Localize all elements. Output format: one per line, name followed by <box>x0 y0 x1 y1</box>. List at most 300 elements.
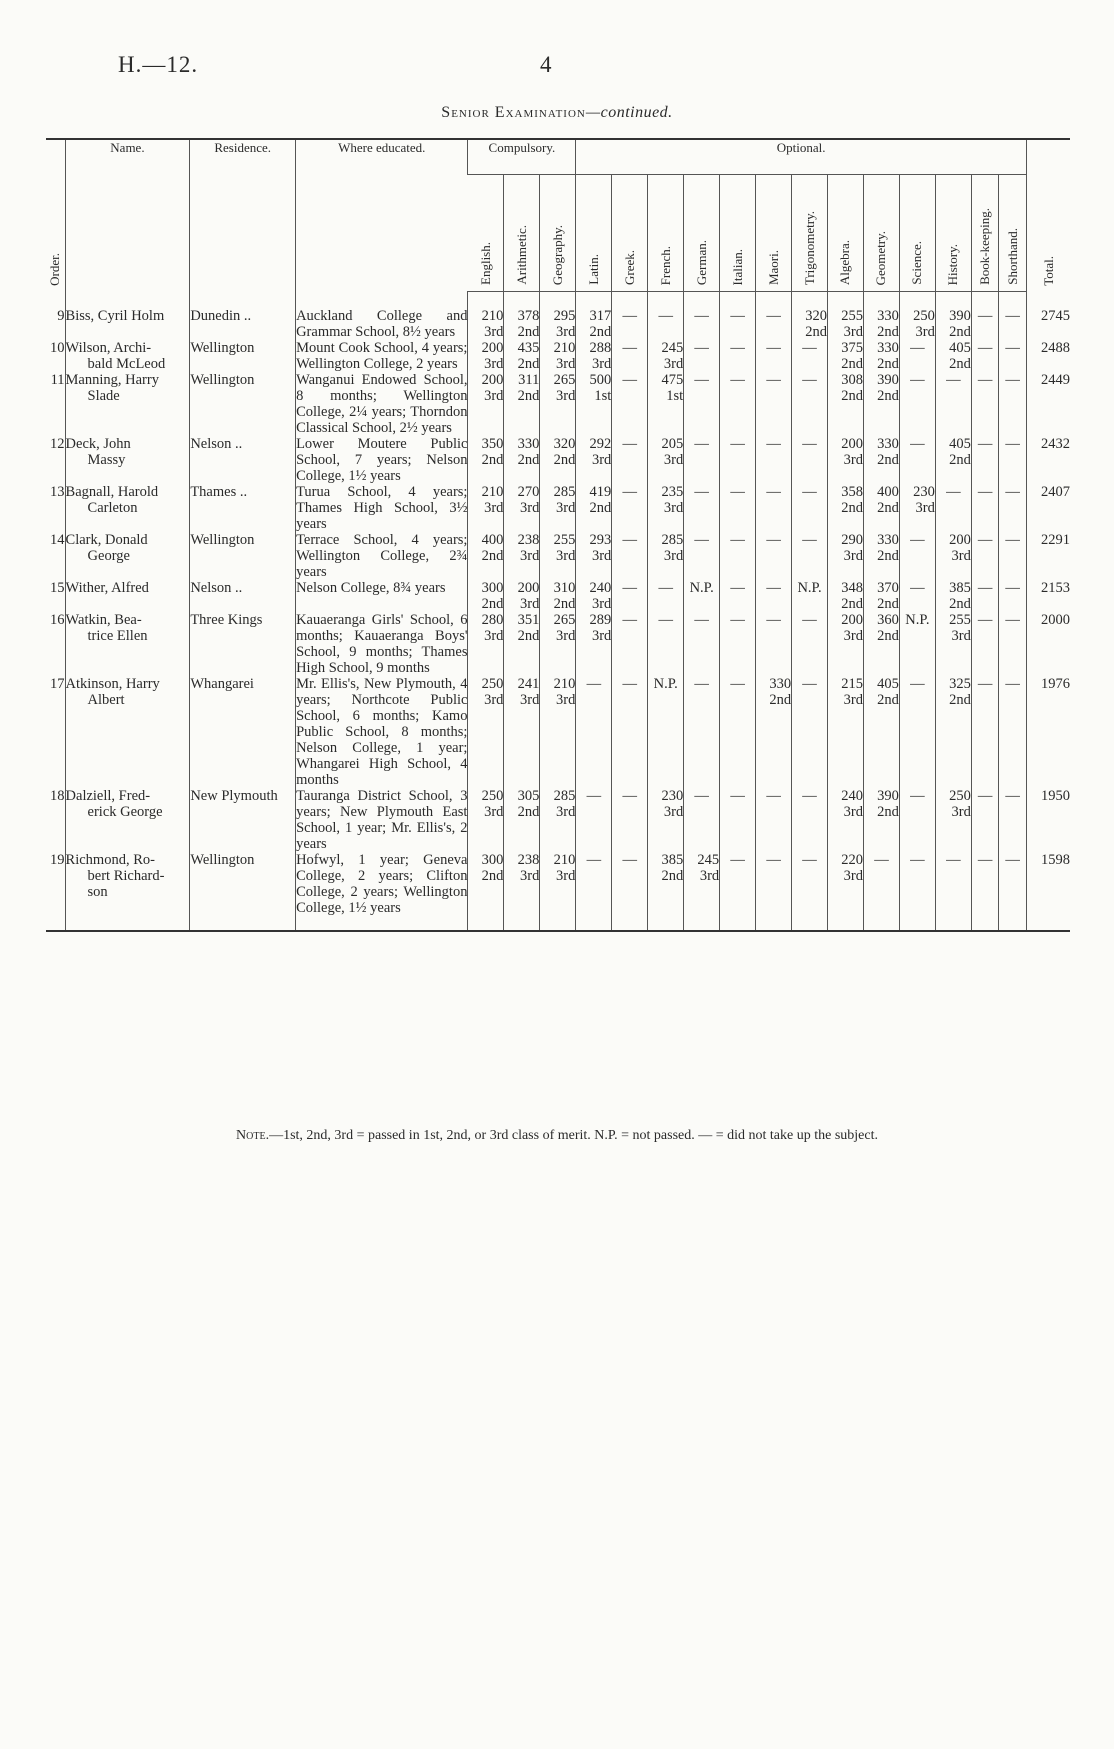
name-cell <box>65 292 190 341</box>
spacer-cell <box>296 916 468 931</box>
mark-value: 290 <box>841 532 863 548</box>
mark-cell-trigonometry: — <box>792 612 828 676</box>
mark-class: 2nd <box>481 868 504 884</box>
mark-cell-science <box>899 484 935 532</box>
mark-class: 2nd <box>877 388 899 404</box>
mark-cell-history <box>935 340 971 372</box>
mark-cell-geometry: — <box>863 852 899 916</box>
mark-value: 280 <box>481 612 504 628</box>
total-cell: 2432 <box>1027 436 1071 484</box>
mark-class: 3rd <box>484 356 504 372</box>
total-cell: 2488 <box>1027 340 1071 372</box>
mark-cell-trigonometry: — <box>792 788 828 852</box>
mark-cell-algebra <box>828 292 864 341</box>
mark-class: 3rd <box>663 500 684 516</box>
total-cell: 1976 <box>1027 676 1071 788</box>
mark-cell-shorthand: — <box>999 532 1027 580</box>
mark-value: 330 <box>877 532 899 548</box>
mark-value: 250 <box>481 788 504 804</box>
col-header-order: Order. <box>47 252 63 286</box>
mark-cell-french: — <box>648 612 684 676</box>
mark-class: 3rd <box>951 628 971 644</box>
mark-cell-algebra <box>828 580 864 612</box>
mark-cell-bookkeeping: — <box>971 580 998 612</box>
mark-class: 2nd <box>841 356 863 372</box>
mark-value: 285 <box>553 484 576 500</box>
name-cell <box>65 436 190 484</box>
mark-cell-latin <box>576 436 612 484</box>
mark-cell-geometry <box>863 676 899 788</box>
mark-value: 390 <box>877 372 899 388</box>
spacer-cell <box>190 916 296 931</box>
mark-cell-greek: — <box>612 436 648 484</box>
mark-cell-trigonometry: — <box>792 852 828 916</box>
mark-value: 200 <box>481 372 504 388</box>
mark-value: 238 <box>517 532 540 548</box>
mark-class: 3rd <box>843 804 863 820</box>
col-header-german: German. <box>684 175 720 292</box>
mark-value: 285 <box>553 788 576 804</box>
mark-class: 3rd <box>556 500 576 516</box>
mark-cell-french <box>648 788 684 852</box>
mark-value: 330 <box>877 436 899 452</box>
mark-cell-greek: — <box>612 532 648 580</box>
col-header-english: English. <box>468 175 504 292</box>
mark-cell-algebra <box>828 788 864 852</box>
mark-value: 205 <box>661 436 684 452</box>
spacer-cell <box>999 916 1027 931</box>
order-cell: 13 <box>50 484 65 500</box>
name-line: Clark, Donald <box>65 532 148 548</box>
mark-value: 370 <box>877 580 899 596</box>
mark-cell-geometry <box>863 484 899 532</box>
mark-value: 250 <box>913 308 935 324</box>
where-educated-cell: Turua School, 4 years; Thames High School, 3½ years <box>296 484 468 532</box>
name-line: son <box>87 884 108 900</box>
mark-value: 200 <box>949 532 971 548</box>
mark-cell-shorthand: — <box>999 580 1027 612</box>
name-line: Biss, Cyril Holm <box>65 307 165 324</box>
name-line: Slade <box>87 388 120 404</box>
mark-cell-italian: — <box>720 580 756 612</box>
mark-class: 2nd <box>517 452 540 468</box>
mark-cell-geometry <box>863 532 899 580</box>
mark-class: 2nd <box>589 324 612 340</box>
mark-cell-geometry <box>863 788 899 852</box>
spacer-cell <box>792 916 828 931</box>
name-line: Massy <box>87 452 126 468</box>
mark-cell-bookkeeping: — <box>971 676 998 788</box>
table-row <box>46 292 1070 341</box>
order-cell: 15 <box>50 580 65 596</box>
mark-class: 2nd <box>589 500 612 516</box>
spacer-cell <box>828 916 864 931</box>
mark-class: 3rd <box>843 868 863 884</box>
mark-cell-bookkeeping: — <box>971 372 998 436</box>
mark-cell-arithmetic <box>504 372 540 436</box>
table-row <box>46 372 1070 436</box>
mark-cell-greek: — <box>612 484 648 532</box>
where-educated-cell: Wanganui Endowed School, 8 months; Wellington College, 2¼ years; Thorndon Classical School, 2½ years <box>296 372 468 436</box>
mark-class: 1st <box>666 388 684 404</box>
name-line: Watkin, Bea- <box>65 612 142 628</box>
mark-cell-arithmetic <box>504 852 540 916</box>
mark-value: 320 <box>805 308 828 324</box>
residence-cell: Thames .. <box>190 484 296 532</box>
where-educated-cell: Nelson College, 8¾ years <box>296 580 468 612</box>
mark-cell-algebra <box>828 372 864 436</box>
mark-class: 2nd <box>769 692 792 708</box>
total-cell: 2745 <box>1027 292 1071 341</box>
mark-class: 2nd <box>877 548 899 564</box>
mark-class: 3rd <box>556 692 576 708</box>
mark-cell-science <box>899 292 935 341</box>
name-line: Bagnall, Harold <box>65 484 159 500</box>
spacer-cell <box>899 916 935 931</box>
mark-cell-trigonometry: N.P. <box>792 580 828 612</box>
mark-value: 311 <box>518 372 540 388</box>
mark-cell-german: — <box>684 612 720 676</box>
mark-class: 3rd <box>556 804 576 820</box>
mark-value: 200 <box>517 580 540 596</box>
mark-cell-science: — <box>899 532 935 580</box>
mark-class: 3rd <box>484 500 504 516</box>
order-cell: 17 <box>50 676 65 692</box>
mark-cell-geography <box>540 292 576 341</box>
mark-value: 241 <box>517 676 540 692</box>
mark-class: 3rd <box>843 548 863 564</box>
spacer-cell <box>684 916 720 931</box>
report-code: H.—12. <box>118 52 199 77</box>
spacer-cell <box>1027 916 1071 931</box>
mark-value: 320 <box>553 436 576 452</box>
residence-cell: Nelson .. <box>190 436 296 484</box>
mark-cell-algebra <box>828 532 864 580</box>
mark-value: 293 <box>589 532 612 548</box>
name-line: George <box>87 548 130 564</box>
mark-class: 3rd <box>484 388 504 404</box>
mark-cell-english <box>468 580 504 612</box>
mark-cell-algebra <box>828 340 864 372</box>
table-row <box>46 580 1070 612</box>
mark-value: 390 <box>949 308 971 324</box>
spacer-cell <box>971 916 998 931</box>
mark-class: 3rd <box>663 452 684 468</box>
mark-class: 3rd <box>591 356 612 372</box>
mark-cell-german: — <box>684 340 720 372</box>
mark-cell-german: — <box>684 532 720 580</box>
mark-value: 400 <box>877 484 899 500</box>
mark-cell-geometry <box>863 372 899 436</box>
mark-cell-greek: — <box>612 676 648 788</box>
mark-class: 2nd <box>877 596 899 612</box>
spacer-cell <box>468 916 504 931</box>
mark-class: 3rd <box>556 628 576 644</box>
spacer-cell <box>935 916 971 931</box>
mark-class: 3rd <box>556 868 576 884</box>
spacer-cell <box>720 916 756 931</box>
mark-cell-shorthand: — <box>999 340 1027 372</box>
col-header-residence: Residence. <box>190 139 296 292</box>
mark-cell-trigonometry: — <box>792 484 828 532</box>
mark-cell-shorthand: — <box>999 436 1027 484</box>
mark-class: 2nd <box>949 356 971 372</box>
mark-value: 210 <box>553 340 576 356</box>
order-cell: 9 <box>57 307 65 324</box>
name-line: erick George <box>87 804 163 820</box>
mark-cell-trigonometry: — <box>792 436 828 484</box>
total-cell: 2000 <box>1027 612 1071 676</box>
mark-cell-french <box>648 372 684 436</box>
mark-value: 330 <box>769 676 792 692</box>
where-educated-cell: Lower Moutere Public School, 7 years; Nelson College, 1½ years <box>296 436 468 484</box>
mark-cell-bookkeeping: — <box>971 292 998 341</box>
footnote-text: —1st, 2nd, 3rd = passed in 1st, 2nd, or 3rd class of merit. N.P. = not passed. — = did not take up the subject. <box>269 1128 878 1143</box>
mark-cell-latin <box>576 484 612 532</box>
mark-cell-geography <box>540 340 576 372</box>
mark-value: 378 <box>517 308 540 324</box>
mark-cell-maori: — <box>756 372 792 436</box>
mark-value: 308 <box>841 372 863 388</box>
mark-cell-history <box>935 788 971 852</box>
mark-cell-french: — <box>648 292 684 341</box>
mark-class: 3rd <box>663 548 684 564</box>
mark-class: 3rd <box>484 804 504 820</box>
mark-class: 2nd <box>841 388 863 404</box>
mark-cell-maori: — <box>756 484 792 532</box>
mark-value: 305 <box>517 788 540 804</box>
mark-value: 375 <box>841 340 863 356</box>
mark-cell-maori: — <box>756 292 792 341</box>
mark-cell-shorthand: — <box>999 372 1027 436</box>
total-cell: 2153 <box>1027 580 1071 612</box>
mark-class: 2nd <box>517 804 540 820</box>
order-cell: 10 <box>50 340 65 356</box>
mark-cell-arithmetic <box>504 788 540 852</box>
mark-class: 2nd <box>877 452 899 468</box>
col-header-trigonometry: Trigonometry. <box>792 175 828 292</box>
mark-class: 3rd <box>843 692 863 708</box>
where-educated-cell: Mount Cook School, 4 years; Wellington College, 2 years <box>296 340 468 372</box>
mark-class: 3rd <box>699 868 720 884</box>
order-cell: 16 <box>50 612 65 628</box>
mark-class: 3rd <box>915 324 935 340</box>
mark-class: 2nd <box>841 500 863 516</box>
mark-cell-german: — <box>684 484 720 532</box>
name-line: Atkinson, Harry <box>65 676 160 692</box>
mark-class: 3rd <box>663 356 684 372</box>
mark-value: 255 <box>949 612 971 628</box>
mark-cell-science: — <box>899 340 935 372</box>
mark-cell-algebra <box>828 436 864 484</box>
mark-cell-english <box>468 372 504 436</box>
mark-cell-shorthand: — <box>999 788 1027 852</box>
mark-cell-arithmetic <box>504 612 540 676</box>
mark-cell-german: — <box>684 676 720 788</box>
mark-value: 210 <box>553 852 576 868</box>
mark-value: 235 <box>661 484 684 500</box>
mark-value: 200 <box>841 612 863 628</box>
residence-cell: New Plymouth <box>190 788 296 852</box>
name-line: trice Ellen <box>87 628 148 644</box>
mark-cell-latin: — <box>576 788 612 852</box>
residence-cell: Whangarei <box>190 676 296 788</box>
mark-cell-latin <box>576 580 612 612</box>
mark-value: 292 <box>589 436 612 452</box>
total-cell: 2449 <box>1027 372 1071 436</box>
mark-cell-geography <box>540 532 576 580</box>
name-cell <box>65 372 190 436</box>
name-cell <box>65 484 190 532</box>
group-header-optional: Optional. <box>576 139 1027 175</box>
spacer-cell <box>612 916 648 931</box>
mark-cell-arithmetic <box>504 676 540 788</box>
residence-cell: Wellington <box>190 372 296 436</box>
mark-cell-shorthand: — <box>999 852 1027 916</box>
spacer-row <box>46 916 1070 931</box>
mark-cell-geometry <box>863 436 899 484</box>
mark-class: 3rd <box>520 548 540 564</box>
mark-cell-science: — <box>899 436 935 484</box>
mark-cell-french <box>648 340 684 372</box>
where-educated-cell: Tauranga District School, 3 years; New Plymouth East School, 1 year; Mr. Ellis's, 2 years <box>296 788 468 852</box>
mark-cell-italian: — <box>720 532 756 580</box>
mark-cell-science: — <box>899 580 935 612</box>
mark-cell-german: — <box>684 372 720 436</box>
mark-cell-maori <box>756 676 792 788</box>
mark-cell-algebra <box>828 852 864 916</box>
mark-cell-trigonometry: — <box>792 372 828 436</box>
mark-cell-greek: — <box>612 372 648 436</box>
spacer-cell <box>504 916 540 931</box>
mark-value: 405 <box>949 340 971 356</box>
col-header-greek: Greek. <box>612 175 648 292</box>
mark-value: 500 <box>589 372 612 388</box>
mark-cell-maori: — <box>756 788 792 852</box>
mark-value: 348 <box>841 580 863 596</box>
mark-value: 300 <box>481 852 504 868</box>
mark-cell-history <box>935 532 971 580</box>
mark-class: 3rd <box>591 548 612 564</box>
mark-class: 2nd <box>877 628 899 644</box>
mark-cell-latin <box>576 340 612 372</box>
col-header-algebra: Algebra. <box>828 175 864 292</box>
mark-class: 3rd <box>915 500 935 516</box>
mark-value: 200 <box>841 436 863 452</box>
mark-value: 435 <box>517 340 540 356</box>
mark-cell-geography <box>540 436 576 484</box>
mark-value: 215 <box>841 676 863 692</box>
mark-class: 3rd <box>484 692 504 708</box>
mark-cell-arithmetic <box>504 292 540 341</box>
mark-value: 265 <box>553 612 576 628</box>
residence-cell: Nelson .. <box>190 580 296 612</box>
results-table <box>46 138 1070 932</box>
col-header-bookkeeping: Book-keeping. <box>971 175 998 292</box>
mark-cell-geometry <box>863 292 899 341</box>
mark-cell-science: — <box>899 852 935 916</box>
mark-cell-history: — <box>935 852 971 916</box>
name-cell <box>65 852 190 916</box>
mark-class: 2nd <box>481 452 504 468</box>
name-cell <box>65 612 190 676</box>
col-header-arithmetic: Arithmetic. <box>504 175 540 292</box>
name-line: bald McLeod <box>87 356 166 372</box>
order-cell: 12 <box>50 436 65 452</box>
mark-value: 300 <box>481 580 504 596</box>
mark-value: 265 <box>553 372 576 388</box>
order-cell: 11 <box>50 372 65 388</box>
mark-class: 3rd <box>663 804 684 820</box>
mark-class: 3rd <box>951 548 971 564</box>
mark-cell-maori: — <box>756 436 792 484</box>
mark-cell-german <box>684 852 720 916</box>
mark-value: 255 <box>841 308 863 324</box>
mark-cell-bookkeeping: — <box>971 340 998 372</box>
mark-cell-greek: — <box>612 292 648 341</box>
mark-cell-latin <box>576 532 612 580</box>
col-header-shorthand: Shorthand. <box>999 175 1027 292</box>
mark-cell-german: — <box>684 292 720 341</box>
name-cell <box>65 532 190 580</box>
mark-cell-shorthand: — <box>999 676 1027 788</box>
residence-cell: Three Kings <box>190 612 296 676</box>
mark-cell-shorthand: — <box>999 292 1027 341</box>
mark-class: 3rd <box>556 324 576 340</box>
where-educated-cell: Auckland College and Grammar School, 8½ years <box>296 292 468 341</box>
mark-class: 2nd <box>481 548 504 564</box>
mark-cell-italian: — <box>720 340 756 372</box>
mark-cell-history <box>935 676 971 788</box>
mark-value: 317 <box>589 308 612 324</box>
mark-class: 2nd <box>553 596 576 612</box>
mark-class: 3rd <box>843 628 863 644</box>
mark-cell-algebra <box>828 612 864 676</box>
col-header-total: Total. <box>1027 139 1071 292</box>
mark-cell-trigonometry: — <box>792 676 828 788</box>
mark-cell-french: — <box>648 580 684 612</box>
mark-cell-english <box>468 532 504 580</box>
mark-cell-trigonometry: — <box>792 340 828 372</box>
mark-cell-italian: — <box>720 436 756 484</box>
mark-value: 351 <box>517 612 540 628</box>
mark-value: 270 <box>517 484 540 500</box>
total-cell: 2291 <box>1027 532 1071 580</box>
mark-class: 3rd <box>843 324 863 340</box>
col-header-french: French. <box>648 175 684 292</box>
table-row <box>46 676 1070 788</box>
mark-cell-maori: — <box>756 340 792 372</box>
mark-class: 2nd <box>877 356 899 372</box>
where-educated-cell: Terrace School, 4 years; Wellington College, 2¾ years <box>296 532 468 580</box>
name-line: Wilson, Archi- <box>65 340 152 356</box>
mark-value: 289 <box>589 612 612 628</box>
mark-class: 3rd <box>520 692 540 708</box>
spacer-cell <box>756 916 792 931</box>
mark-cell-history <box>935 436 971 484</box>
mark-value: 255 <box>553 532 576 548</box>
total-cell: 2407 <box>1027 484 1071 532</box>
table-row <box>46 852 1070 916</box>
mark-cell-latin: — <box>576 852 612 916</box>
mark-value: 245 <box>697 852 720 868</box>
mark-cell-italian: — <box>720 372 756 436</box>
col-header-geography: Geography. <box>540 175 576 292</box>
mark-class: 3rd <box>556 548 576 564</box>
mark-cell-french <box>648 852 684 916</box>
mark-cell-italian: — <box>720 676 756 788</box>
mark-class: 2nd <box>949 452 971 468</box>
